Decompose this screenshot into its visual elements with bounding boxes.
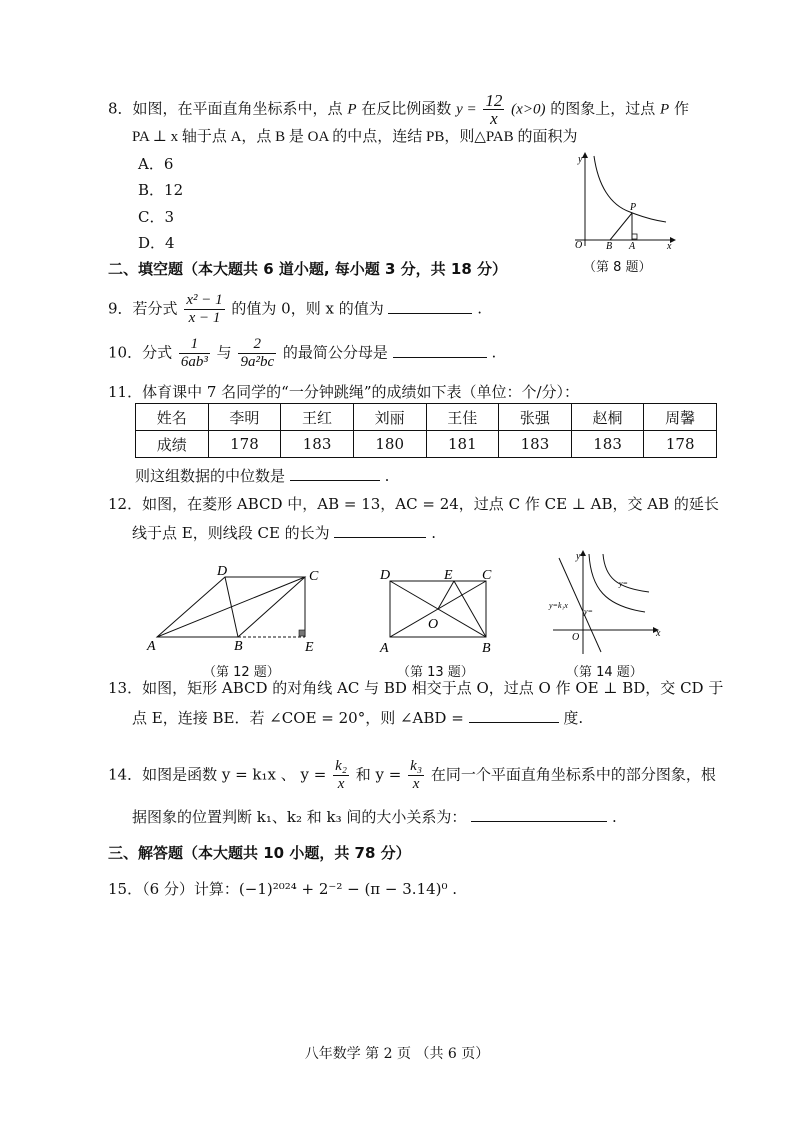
table-row [136, 431, 717, 458]
table-cell: 180 [353, 431, 426, 458]
table-header-cell: 姓名 [136, 404, 209, 431]
q11-after: 则这组数据的中位数是 . [135, 467, 390, 485]
q8-fig-o-label: O [575, 240, 583, 250]
q12-answer-blank[interactable] [334, 523, 426, 538]
q14-fig-y-label: y [576, 551, 581, 562]
q8-caption: （第 8 题） [583, 260, 652, 275]
section3-heading: 三、解答题（本大题共 10 小题，共 78 分） [108, 844, 411, 862]
table-header-cell: 王红 [281, 404, 354, 431]
q15-line: 15．（6 分）计算：(−1)²⁰²⁴ + 2⁻² − (π − 3.14)⁰ . [108, 880, 458, 898]
q12-fig-c-label: C [309, 569, 319, 584]
table-cell: 178 [644, 431, 717, 458]
q8-line2: PA ⊥ x 轴于点 A，点 B 是 OA 的中点，连结 PB，则△PAB 的面积为 [132, 129, 578, 145]
q8-fig-y-label: y [578, 154, 583, 165]
q13-figure [376, 563, 501, 658]
q9-answer-blank[interactable] [388, 299, 472, 314]
q12-fig-a-label: A [147, 639, 156, 654]
page-footer: 八年数学 第 2 页 （共 6 页） [304, 1046, 490, 1062]
q13-answer-blank[interactable] [469, 708, 559, 723]
table-header-cell: 赵桐 [571, 404, 644, 431]
table-header-cell: 王佳 [426, 404, 499, 431]
q10-fraction-1: $\frac{1}{\text{6ab³}}$ [180, 336, 208, 370]
q8-fig-p-label: P [630, 202, 637, 213]
table-cell: 178 [208, 431, 281, 458]
q14-fig-x-label: x [656, 628, 661, 639]
q13-line2: 点 E，连接 BE．若 ∠COE = 20°，则 ∠ABD = 度. [132, 709, 584, 727]
q8-fig-x-label: x [667, 241, 672, 250]
q13-fig-e-label: E [444, 568, 453, 583]
q14-fraction-1: $\frac{\text{k₂}}{x}$ [335, 758, 347, 792]
q12-line1: 12．如图，在菱形 ABCD 中，AB = 13，AC = 24，过点 C 作 CE ⊥ AB，交 AB 的延长 [108, 495, 719, 513]
q13-caption: （第 13 题） [397, 665, 474, 680]
q11-score-table [135, 403, 717, 458]
q14-figure [545, 548, 665, 658]
q10-answer-blank[interactable] [393, 343, 487, 358]
q13-fig-o-label: O [428, 617, 439, 632]
table-cell: 183 [281, 431, 354, 458]
q13-fig-c-label: C [482, 568, 492, 583]
q12-figure [145, 563, 335, 658]
q9-fraction: $\frac{\text{x² − 1}}{x - 1}$ [186, 292, 223, 326]
q14-answer-blank[interactable] [471, 807, 607, 822]
q11-answer-blank[interactable] [290, 466, 380, 481]
q13-fig-b-label: B [482, 641, 491, 656]
q8-option-a: A．6 [138, 155, 174, 173]
q8-option-c: C．3 [138, 208, 175, 226]
q13-fig-d-label: D [380, 568, 391, 583]
q8-fig-a-label: A [629, 241, 636, 250]
q8-fig-b-label: B [606, 241, 613, 250]
section2-heading: 二、填空题（本大题共 6 道小题, 每小题 3 分，共 18 分） [108, 260, 508, 278]
q14-fig-k3-label: y= [619, 579, 628, 588]
q13-line1: 13．如图，矩形 ABCD 的对角线 AC 与 BD 相交于点 O，过点 O 作 OE ⊥ BD，交 CD 于 [108, 679, 724, 697]
q14-line2: 据图象的位置判断 k₁、k₂ 和 k₃ 间的大小关系为： . [132, 808, 617, 826]
q14-caption: （第 14 题） [566, 665, 643, 680]
q12-fig-d-label: D [217, 564, 228, 579]
q13-fig-a-label: A [380, 641, 389, 656]
table-header-cell: 李明 [208, 404, 281, 431]
q14-fig-line-label: y=k₁x [549, 601, 568, 610]
q12-fig-e-label: E [305, 640, 314, 655]
q8-fraction: $\frac{12}{x}$ [485, 91, 503, 128]
q8-option-d: D．4 [138, 234, 175, 252]
q8-option-b: B．12 [138, 181, 184, 199]
q14-fig-k2-label: y= [584, 607, 593, 616]
table-header-cell: 张强 [499, 404, 572, 431]
q12-fig-b-label: B [234, 639, 243, 654]
q12-caption: （第 12 题） [203, 665, 280, 680]
table-cell: 183 [571, 431, 644, 458]
q8-line1: 8．如图，在平面直角坐标系中，点 P 在反比例函数 y = $\frac{12}{x}$ (x>0) 的图象上，过点 P 作 [108, 91, 689, 128]
q14-fig-o-label: O [572, 632, 580, 643]
q10-fraction-2: $\frac{2}{\text{9a²bc}}$ [240, 336, 275, 370]
table-cell: 成绩 [136, 431, 209, 458]
q11-intro: 11．体育课中 7 名同学的“一分钟跳绳”的成绩如下表（单位：个/分）： [108, 383, 580, 401]
table-header-cell: 刘丽 [353, 404, 426, 431]
q9-line: 9．若分式 $\frac{\text{x² − 1}}{x - 1}$ 的值为 0，则 x 的值为 . [108, 292, 483, 326]
table-cell: 183 [499, 431, 572, 458]
q10-line: 10．分式 $\frac{1}{\text{6ab³}}$ 与 $\frac{2}{\text{9a²bc}}$ 的最简公分母是 . [108, 336, 497, 370]
q8-figure [570, 150, 680, 250]
q14-line1: 14．如图是函数 y = k₁x 、 y = $\frac{\text{k₂}}{x}$ 和 y = $\frac{\text{k₃}}{x}$ 在同一个平面直角坐标系中的部分图象，根 [108, 758, 716, 792]
table-row [136, 404, 717, 431]
table-cell: 181 [426, 431, 499, 458]
q14-fraction-2: $\frac{\text{k₃}}{x}$ [410, 758, 423, 792]
table-header-cell: 周馨 [644, 404, 717, 431]
q12-line2: 线于点 E，则线段 CE 的长为 . [132, 524, 437, 542]
